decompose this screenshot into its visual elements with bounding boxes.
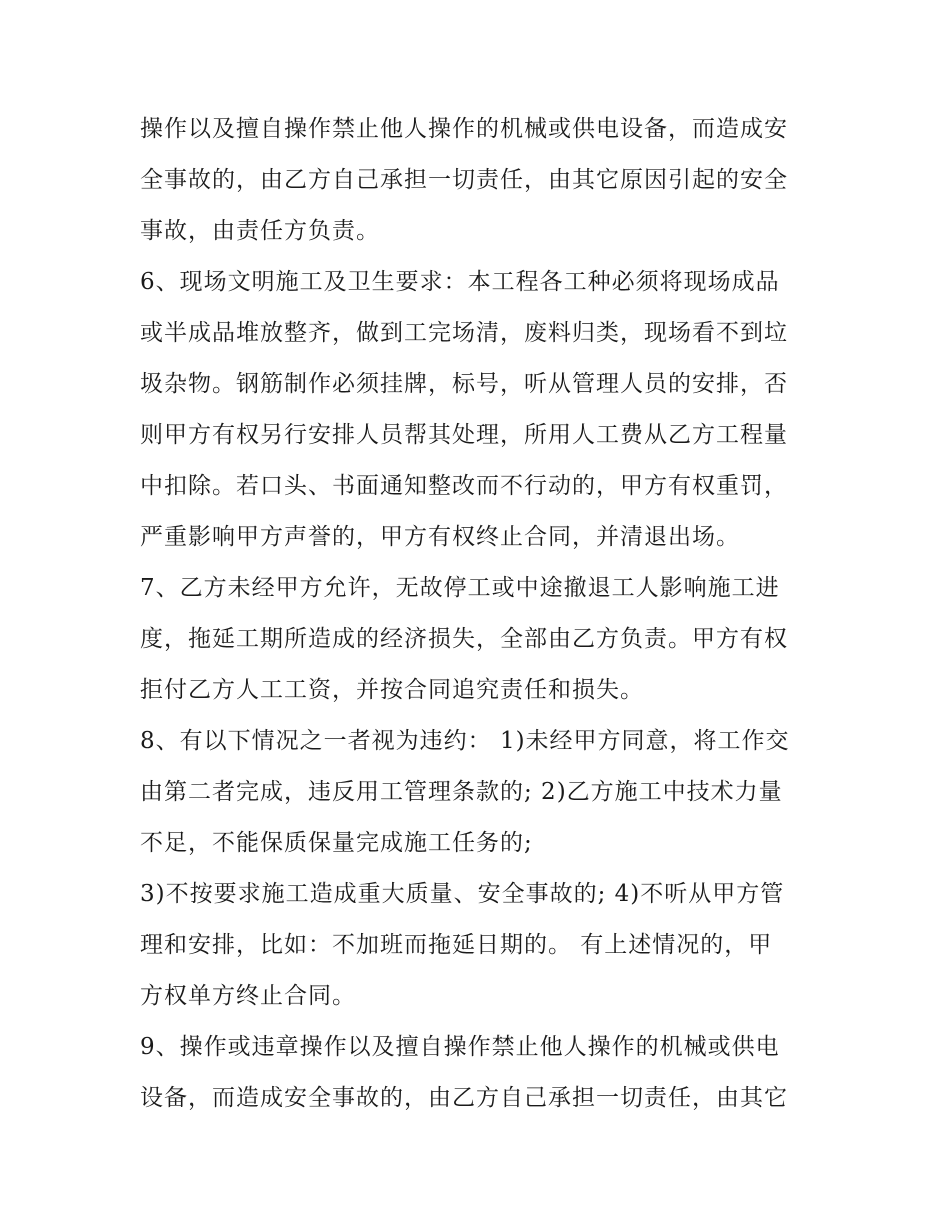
text-line: 3)不按要求施工造成重大质量、安全事故的; 4)不听从甲方管	[140, 881, 785, 907]
text-line: 操作以及擅自操作禁止他人操作的机械或供电设备，而造成安	[140, 116, 788, 142]
text-line: 由第二者完成，违反用工管理条款的; 2)乙方施工中技术力量	[140, 779, 783, 805]
text-line: 方权单方终止合同。	[140, 983, 356, 1009]
text-line: 全事故的，由乙方自己承担一切责任，由其它原因引起的安全	[140, 167, 788, 193]
text-line: 则甲方有权另行安排人员帮其处理，所用人工费从乙方工程量	[140, 422, 788, 448]
text-line: 度，拖延工期所造成的经济损失，全部由乙方负责。甲方有权	[140, 626, 788, 652]
text-line: 或半成品堆放整齐，做到工完场清，废料归类，现场看不到垃	[140, 320, 788, 346]
text-line: 圾杂物。钢筋制作必须挂牌，标号，听从管理人员的安排，否	[140, 371, 788, 397]
paragraph-clause-8-continued	[140, 869, 820, 1022]
text-line: 6、现场文明施工及卫生要求：本工程各工种必须将现场成品	[140, 269, 780, 295]
paragraph-clause-8	[140, 716, 820, 869]
text-line: 设备，而造成安全事故的，由乙方自己承担一切责任，由其它	[140, 1085, 788, 1111]
text-line: 8、有以下情况之一者视为违约： 1)未经甲方同意，将工作交	[140, 728, 790, 754]
paragraph-clause-6	[140, 257, 820, 563]
document-body	[140, 104, 820, 1124]
text-line: 不足，不能保质保量完成施工任务的;	[140, 830, 533, 856]
text-line: 中扣除。若口头、书面通知整改而不行动的，甲方有权重罚，	[140, 473, 788, 499]
text-line: 事故，由责任方负责。	[140, 218, 380, 244]
text-line: 严重影响甲方声誉的，甲方有权终止合同，并清退出场。	[140, 524, 740, 550]
text-line: 9、操作或违章操作以及擅自操作禁止他人操作的机械或供电	[140, 1034, 780, 1060]
text-line: 7、乙方未经甲方允许，无故停工或中途撤退工人影响施工进	[140, 575, 780, 601]
paragraph-safety-liability	[140, 104, 820, 257]
text-line: 拒付乙方人工工资，并按合同追究责任和损失。	[140, 677, 644, 703]
text-line: 理和安排，比如：不加班而拖延日期的。 有上述情况的，甲	[140, 932, 773, 958]
paragraph-clause-7	[140, 563, 820, 716]
paragraph-clause-9	[140, 1022, 820, 1124]
